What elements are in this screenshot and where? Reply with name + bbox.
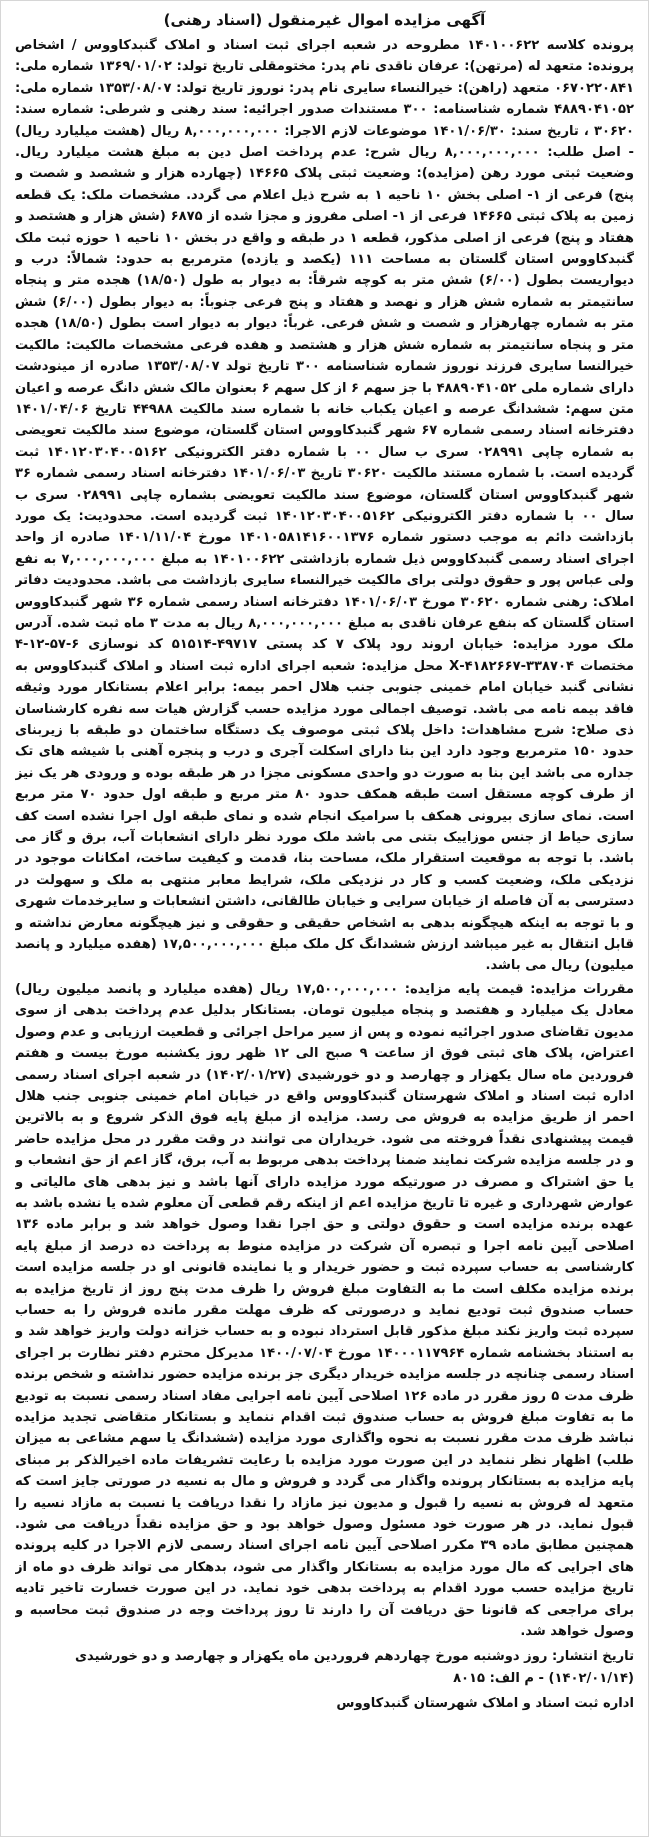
notice-body-auction-rules: مقررات مزایده: قیمت پایه مزایده: ۱۷,۵۰۰,۰۰۰,۰۰۰ ریال (هفده میلیارد و پانصد میلیون ریال) معادل یک میلیارد و هفتصد و پنجاه میلیون تومان. بستانکار بدلیل عدم پرداخت بدهی از سوی مدیون تقاضای صدور اجرائیه نموده و پس از سیر مراحل اجرائی و قطعیت ارزیابی و عدم وصول اعتراض، پلاک های ثبتی فوق از ساعت ۹ صبح الی ۱۲ ظهر روز یکشنبه مورخ بیست و هفتم فروردین ماه سال یکهزار و چهارصد و دو خورشیدی (۱۴۰۲/۰۱/۲۷) در شعبه اجرای اسناد رسمی اداره ثبت اسناد و املاک شهرستان گنبدکاووس واقع در خیابان امام خمینی جنوبی جنب هلال احمر از طریق مزایده به فروش می رسد. مزایده از مبلغ پایه فوق الذکر شروع و به بالاترین قیمت پیشنهادی نقداً فروخته می شود. خریداران می توانند در وقت مقرر در محل مزایده حاضر و در جلسه مزایده شرکت نمایند ضمنا پرداخت بدهی مربوط به آب، برق، گاز اعم از حق انشعاب و یا حق اشتراک و مصرف در صورتیکه مورد مزایده دارای آنها باشد و نیز بدهی های مالیاتی و عوارض شهرداری و غیره تا تاریخ مزایده اعم از اینکه رقم قطعی آن معلوم شده یا نشده باشد به عهده برنده مزایده است و حقوق دولتی و حق اجرا نقدا وصول خواهد شد و برابر ماده ۱۳۶ اصلاحی آیین نامه اجرا و تبصره آن شرکت در مزایده منوط به پرداخت ده درصد از مبلغ پایه کارشناسی به حساب سپرده ثبت و حضور خریدار و یا نماینده قانونی او در جلسه مزایده است برنده مزایده مکلف است ما به التفاوت مبلغ فروش را ظرف مدت پنج روز از تاریخ مزایده به حساب صندوق ثبت تودیع نماید و درصورتی که ظرف مهلت مقرر مانده فروش را به حساب سپرده ثبت واریز نکند مبلغ مذکور قابل استرداد نبوده و به حساب خزانه دولت واریز خواهد شد و به استناد بخشنامه شماره ۱۴۰۰۰۱۱۷۹۶۴ مورخ ۱۴۰۰/۰۷/۰۴ مدیرکل محترم دفتر نظارت بر اجرای اسناد رسمی چنانچه در جلسه مزایده خریدار دیگری جز برنده مزایده حضور نداشته و شخص برنده ظرف مدت ۵ روز مقرر در ماده ۱۲۶ اصلاحی آیین نامه اجرایی مفاد اسناد رسمی نسبت به تودیع ما به تفاوت مبلغ فروش به حساب صندوق ثبت اقدام ننماید و بستانکار متقاضی تجدید مزایده نباشد ظرف مدت مقرر نسبت به نحوه واگذاری مورد مزایده (ششدانگ یا سهم مشاعی به میزان طلب) اظهار نظر ننماید در این صورت مورد مزایده با رعایت تشریفات ماده اخیرالذکر بر مبنای پایه مزایده به بستانکار پرونده واگذار می گردد و فروش و مال به نسیه در صورتی جایز است که متعهد له فروش به نسیه را قبول و مدیون نیز مازاد را نقدا دریافت یا نسبت به مازاد نسیه را قبول نماید. در هر صورت خود مسئول وصول خواهد بود و حق مزایده نقداً دریافت می شود. همچنین مطابق ماده ۳۹ مکرر اصلاحی آیین نامه اجرای اسناد رسمی لازم الاجرا در کلیه پرونده های اجرایی که مال مورد مزایده به بستانکار واگذار می شود، بدهکار می تواند ظرف دو ماه از تاریخ مزایده حسب مورد اقدام به پرداخت بدهی خود نماید. در این صورت خسارت تاخیر تادیه برای مراجعی که قانونا حق دریافت آن را دارند تا روز پرداخت وجه در صندوق ثبت محاسبه و وصول خواهد شد. — [15, 981, 634, 1640]
auction-notice — [15, 9, 634, 1828]
issuing-office-signature: اداره ثبت اسناد و املاک شهرستان گنبدکاووس — [336, 1696, 634, 1712]
notice-title: آگهی مزایده اموال غیرمنقول (اسناد رهنی) — [163, 11, 486, 29]
publication-date-line: تاریخ انتشار: روز دوشنبه مورخ چهاردهم فروردین ماه یکهزار و چهارصد و دو خورشیدی (۱۴۰۲/۰۱/۱۴) - م الف: ۸۰۱۵ — [75, 1649, 634, 1686]
notice-body-case-details: پرونده کلاسه ۱۴۰۱۰۰۶۲۲ مطروحه در شعبه اجرای ثبت اسناد و املاک گنبدکاووس / اشخاص پرونده: متعهد له (مرتهن): عرفان ناقدی نام پدر: مختومقلی تاریخ تولد: ۱۳۶۹/۰۱/۰۲ شماره ملی: ۰۶۷۰۲۲۰۸۴۱ متعهد (راهن): خیرالنساء سایری نام پدر: نوروز تاریخ تولد: ۱۳۵۳/۰۸/۰۷ شماره ملی: ۴۸۸۹۰۴۱۰۵۲ شماره شناسنامه: ۳۰۰ مستندات صدور اجرائیه: سند رهنی و شرطی: شماره سند: ۳۰۶۲۰ ، تاریخ سند: ۱۴۰۱/۰۶/۳۰ موضوعات لازم الاجرا: ۸,۰۰۰,۰۰۰,۰۰۰ ریال (هشت میلیارد ریال) - اصل طلب: ۸,۰۰۰,۰۰۰,۰۰۰ ریال شرح: عدم پرداخت اصل دین به مبلغ هشت میلیارد ریال. وضعیت ثبتی مورد رهن (مزایده): وضعیت ثبتی پلاک ۱۴۶۶۵ (چهارده هزار و ششصد و شصت و پنج) فرعی از ۱- اصلی بخش ۱۰ ناحیه ۱ به شرح ذیل اعلام می گردد. مشخصات ملک: یک قطعه زمین به پلاک ثبتی ۱۴۶۶۵ فرعی از ۱- اصلی مفروز و مجزا شده از ۶۸۷۵ (شش هزار و هشتصد و هفتاد و پنج) فرعی از اصلی مذکور، قطعه ۱ در طبقه و واقع در بخش ۱۰ ناحیه ۱ حوزه ثبت ملک گنبدکاووس استان گلستان به مساحت ۱۱۱ (یکصد و یازده) مترمربع به حدود: شمالاً: درب و دیواریست بطول (۶/۰۰) شش متر به کوچه شرقاً: به دیوار به طول (۱۸/۵۰) هجده متر و پنجاه سانتیمتر به شماره شش هزار و نهصد و هفتاد و پنج فرعی جنوباً: به دیوار بطول (۶/۰۰) شش متر به شماره چهارهزار و شصت و شش فرعی. غرباً: دیوار به دیوار است بطول (۱۸/۵۰) هجده متر و پنجاه سانتیمتر به شماره شش هزار و هشتصد و هفده فرعی مشخصات مالکیت: مالکیت خیرالنسا سایری فرزند نوروز شماره شناسنامه ۳۰۰ تاریخ تولد ۱۳۵۳/۰۸/۰۷ صادره از مینودشت دارای شماره ملی ۴۸۸۹۰۴۱۰۵۲ با جز سهم ۶ از کل سهم ۶ بعنوان مالک شش دانگ عرصه و اعیان متن سهم: ششدانگ عرصه و اعیان یکباب خانه با شماره سند مالکیت ۴۴۹۸۸ تاریخ ۱۴۰۱/۰۴/۰۶ دفترخانه اسناد رسمی شماره ۶۷ شهر گنبدکاووس استان گلستان، موضوع سند مالکیت تعویضی به شماره چاپی ۰۲۸۹۹۱ سری ب سال ۰۰ با شماره دفتر الکترونیکی ۱۴۰۱۲۰۳۰۴۰۰۵۱۶۲ ثبت گردیده است. با شماره مستند مالکیت ۳۰۶۲۰ تاریخ ۱۴۰۱/۰۶/۰۳ دفترخانه اسناد رسمی شماره ۳۶ شهر گنبدکاووس استان گلستان، موضوع سند مالکیت تعویضی بشماره چاپی ۰۲۸۹۹۱ سری ب سال ۰۰ با شماره دفتر الکترونیکی ۱۴۰۱۲۰۳۰۴۰۰۵۱۶۲ ثبت گردیده است. محدودیت: یک مورد بازداشت دائم به موجب دستور شماره ۱۴۰۱۰۵۸۱۴۱۶۰۰۱۳۷۶ مورخ ۱۴۰۱/۱۱/۰۴ صادره از واحد اجرای اسناد رسمی گنبدکاووس ذیل شماره بازداشتی ۱۴۰۱۰۰۶۲۲ به مبلغ ۷,۰۰۰,۰۰۰,۰۰۰ به نفع ولی عباس پور و حقوق دولتی برای مالکیت خیرالنساء سایری بازداشت می باشد. محدودیت دفاتر املاک: رهنی شماره ۳۰۶۲۰ مورخ ۱۴۰۱/۰۶/۰۳ دفترخانه اسناد رسمی شماره ۳۶ شهر گنبدکاووس استان گلستان که بنفع عرفان ناقدی به مبلغ ۸,۰۰۰,۰۰۰,۰۰۰ ریال به مدت ۳ ماه ثبت شده. آدرس ملک مورد مزایده: خیابان اروند رود پلاک ۷ کد پستی ۴۹۷۱۷-۵۱۵۱۴ کد نوسازی ۶-۵۷-۱۲-۴ مختصات ۳۳۸۷۰۴-۴۱۸۲۶۶۷-X محل مزایده: شعبه اجرای اداره ثبت اسناد و املاک گنبدکاووس به نشانی گنبد خیابان امام خمینی جنوبی جنب هلال احمر بیمه: برابر اعلام بستانکار مورد وثیقه فاقد بیمه نامه می باشد. توصیف اجمالی مورد مزایده حسب گزارش هیات سه نفره کارشناسان ذی صلاح: شرح مشاهدات: داخل پلاک ثبتی موصوف یک دستگاه ساختمان دو طبقه با زیربنای حدود ۱۵۰ مترمربع وجود دارد این بنا دارای اسکلت آجری و درب و پنجره آهنی با شیشه های تک جداره می باشد این بنا به صورت دو واحدی مسکونی مجزا در هر طبقه بوده و ورودی هر یک نیز از طرف کوچه مستقل است طبقه همکف حدود ۸۰ متر مربع و طبقه اول حدود ۷۰ متر مربع است. نمای سازی بیرونی همکف با سرامیک انجام شده و نمای طبقه اول اجرا نشده است کف سازی حیاط از جنس موزاییک بتنی می باشد ملک مورد نظر دارای انشعابات آب، برق و گاز می باشد. با توجه به موقعیت استقرار ملک، مساحت بنا، قدمت و کیفیت ساخت، امکانات موجود در نزدیکی ملک، وضعیت کسب و کار در نزدیکی ملک، شرایط معابر منتهی به ملک و سهولت در دسترسی به آن فاصله از خیابان سرایی و خیابان طالقانی، داشتن انشعابات و سایرخدمات شهری و با توجه به اینکه هیچگونه بدهی به اشخاص حقیقی و حقوقی و نیز هیچگونه معارض نداشته و قابل انتقال به غیر میباشد ارزش ششدانگ کل ملک مبلغ ۱۷,۵۰۰,۰۰۰,۰۰۰ (هفده میلیارد و پانصد میلیون) ریال می باشد. — [15, 38, 634, 974]
